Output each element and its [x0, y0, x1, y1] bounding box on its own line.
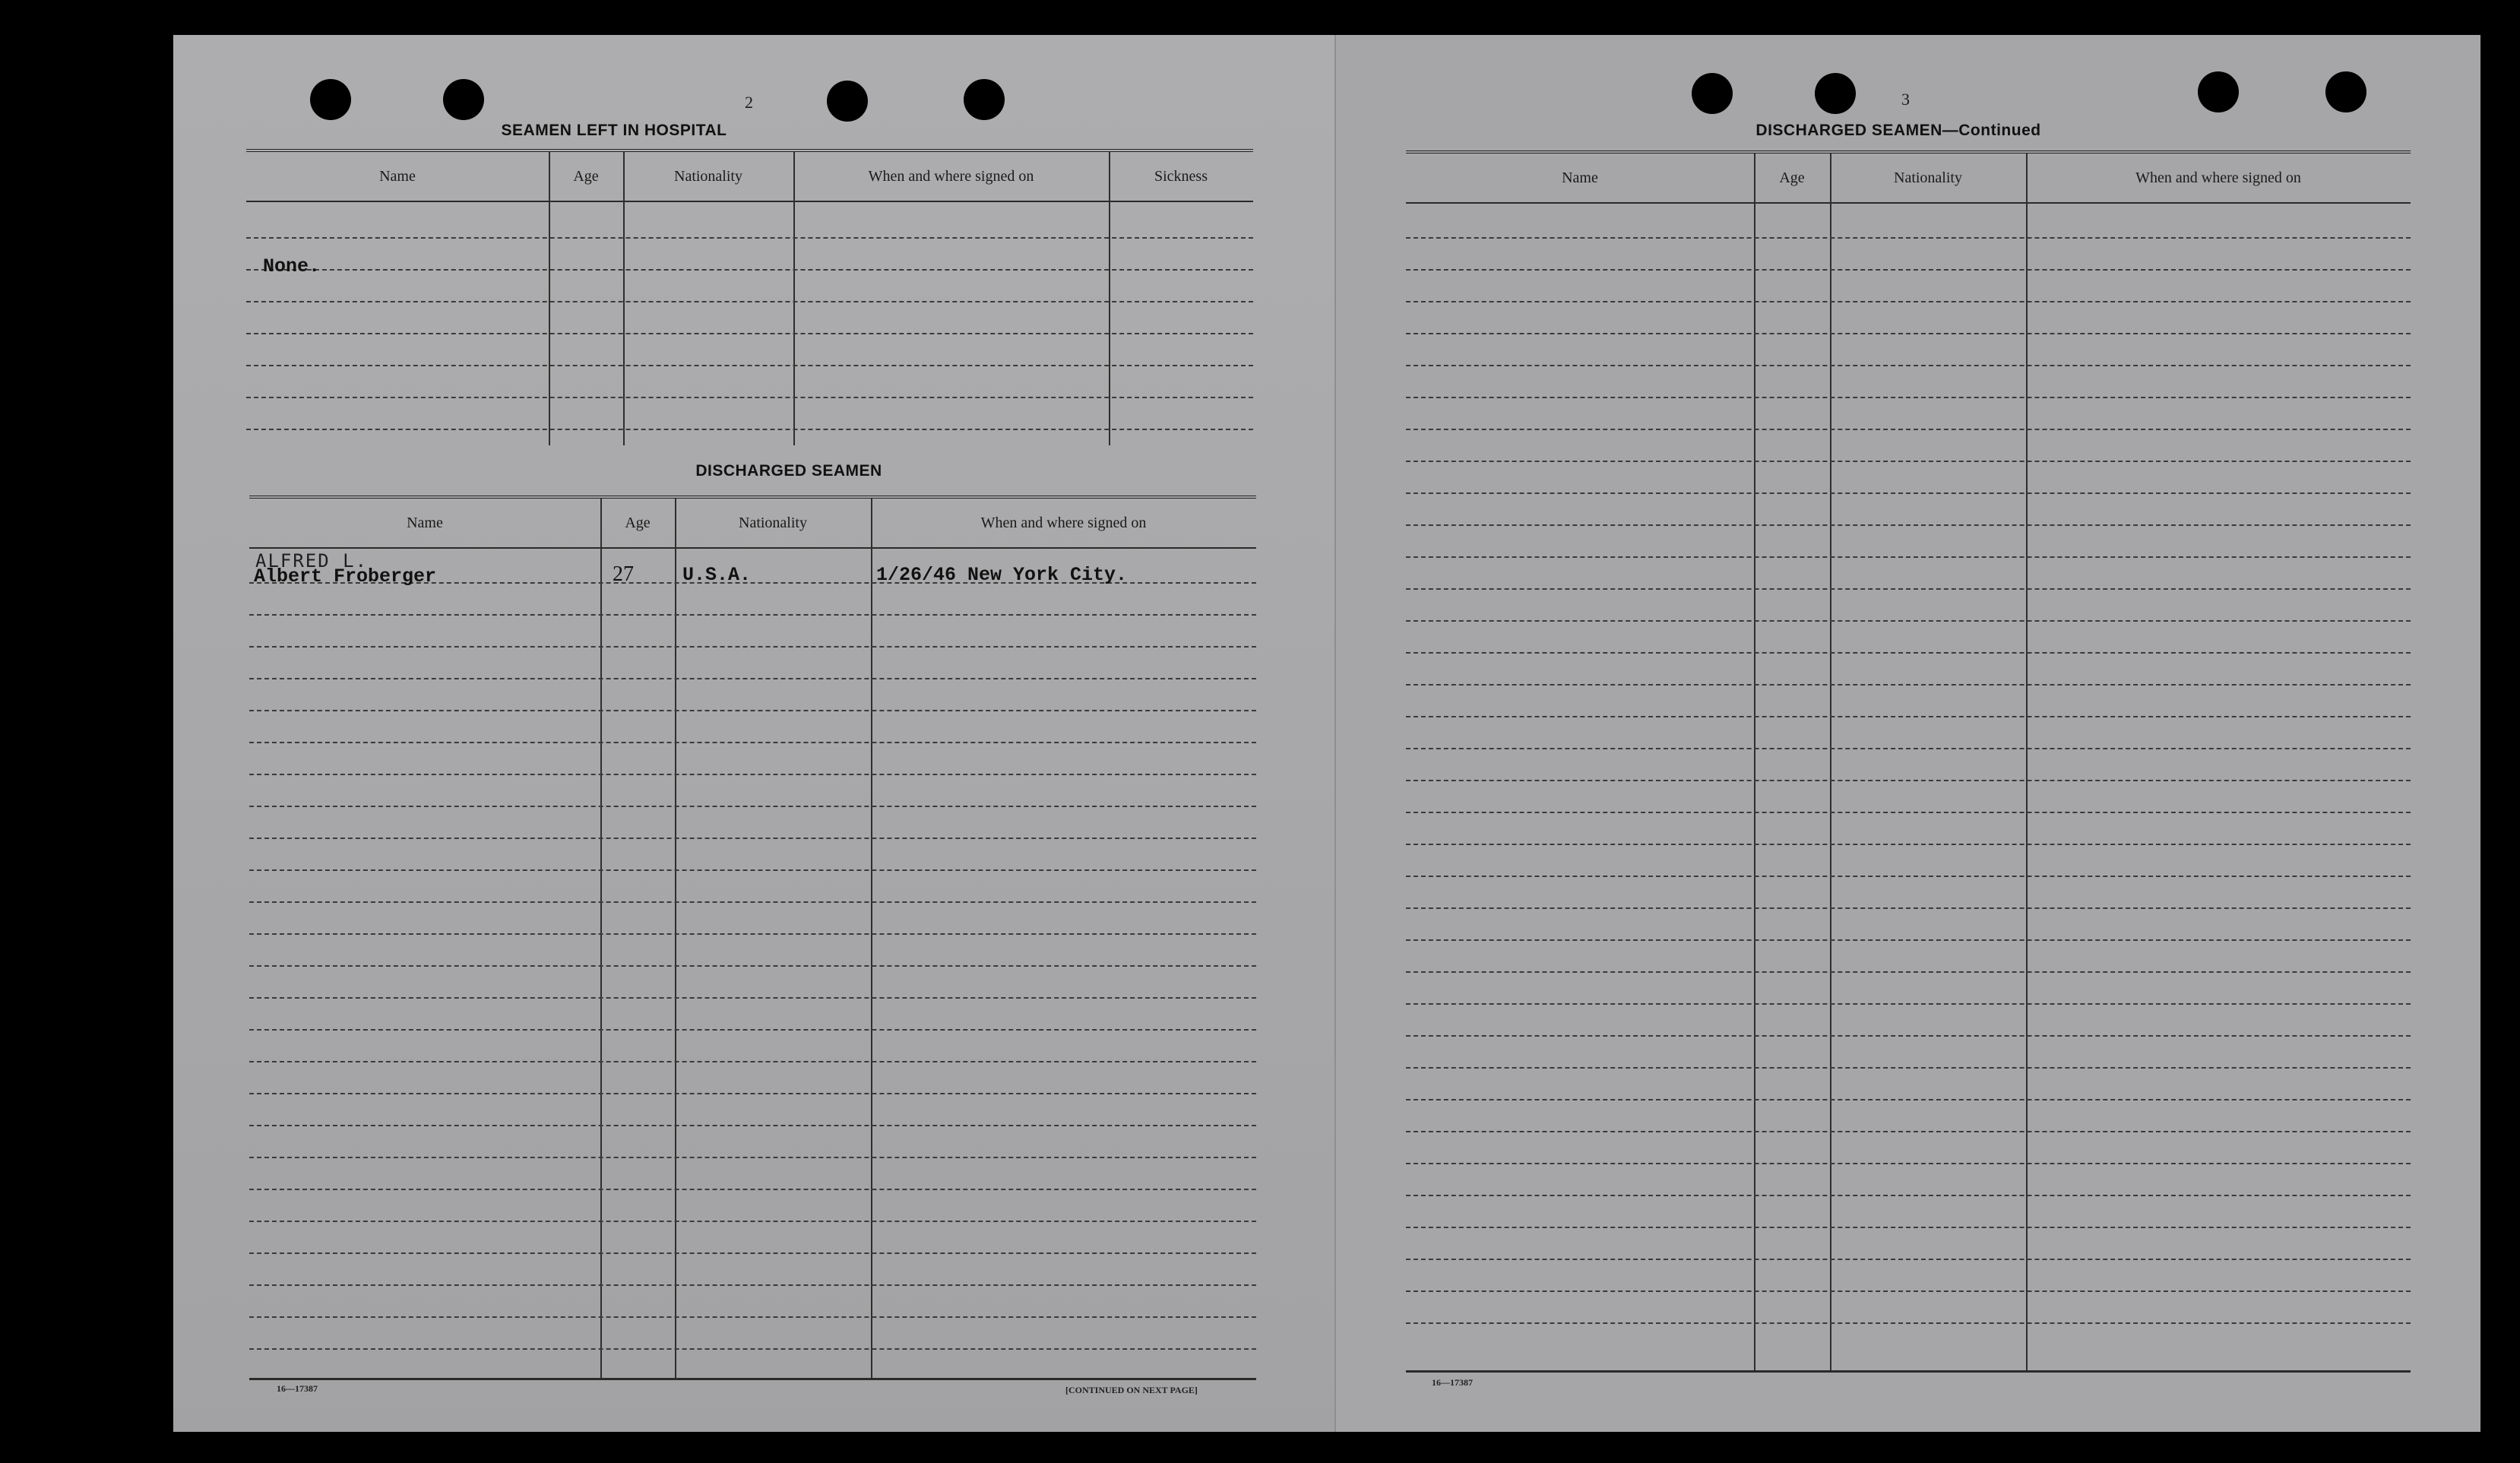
column-header-signed-on: When and where signed on [2135, 169, 2301, 186]
row-rule [1406, 365, 2411, 366]
hospital-section-title: SEAMEN LEFT IN HOSPITAL [501, 122, 727, 139]
row-rule [249, 997, 1256, 999]
header-rule [249, 547, 1256, 549]
column-header-age: Age [1779, 169, 1805, 186]
row-rule [1406, 1035, 2411, 1037]
hospital-table [246, 149, 1253, 445]
row-rule [1406, 429, 2411, 430]
row-rule [1406, 492, 2411, 494]
column-header-nationality: Nationality [1894, 169, 1962, 186]
row-rule [1406, 939, 2411, 941]
row-rule [1406, 907, 2411, 909]
column-header-nationality: Nationality [739, 514, 807, 531]
punch-hole [1692, 73, 1733, 114]
row-rule [249, 1125, 1256, 1126]
column-divider [793, 152, 795, 445]
row-rule [249, 1029, 1256, 1031]
punch-hole [443, 79, 484, 120]
row-rule [1406, 876, 2411, 877]
column-header-name: Name [1562, 169, 1598, 186]
discharged-continued-table [1406, 150, 2411, 1373]
table-bottom-rule [249, 1378, 1256, 1380]
row-rule [249, 1221, 1256, 1222]
hospital-none-entry: None. [263, 255, 321, 277]
row-rule [1406, 1003, 2411, 1005]
discharged-continued-title: DISCHARGED SEAMEN—Continued [1755, 122, 2041, 139]
name-correction-handwritten: ALFRED L. [255, 550, 369, 572]
column-divider [623, 152, 625, 445]
column-header-nationality: Nationality [674, 167, 742, 185]
row-rule [249, 806, 1256, 807]
row-rule [249, 646, 1256, 648]
punch-hole [310, 79, 351, 120]
column-header-name: Name [379, 167, 416, 185]
column-divider [871, 499, 872, 1380]
row-rule [1406, 524, 2411, 526]
row-rule [249, 774, 1256, 775]
row-rule [1406, 461, 2411, 462]
column-header-signed-on: When and where signed on [980, 514, 1147, 531]
row-rule [249, 965, 1256, 967]
row-rule [1406, 237, 2411, 239]
row-rule [1406, 716, 2411, 717]
continued-note: [CONTINUED ON NEXT PAGE] [1065, 1385, 1198, 1395]
row-rule [1406, 1067, 2411, 1069]
column-header-age: Age [573, 167, 599, 185]
seaman-signed-on: 1/26/46 New York City. [876, 564, 1128, 586]
row-rule [249, 1252, 1256, 1254]
row-rule [1406, 971, 2411, 973]
row-rule [249, 742, 1256, 743]
row-rule [246, 333, 1253, 334]
column-divider [1830, 154, 1831, 1373]
discharged-table [249, 496, 1256, 1380]
right-page [1336, 35, 2480, 1432]
left-page [173, 35, 1336, 1432]
row-rule [1406, 1227, 2411, 1228]
punch-hole [2198, 71, 2239, 112]
row-rule [1406, 1290, 2411, 1292]
row-rule [1406, 652, 2411, 654]
column-divider [600, 499, 602, 1380]
seaman-age: 27 [613, 562, 634, 586]
row-rule [249, 933, 1256, 935]
punch-hole [827, 81, 868, 122]
punch-hole [964, 79, 1005, 120]
row-rule [1406, 588, 2411, 590]
row-rule [1406, 1259, 2411, 1260]
row-rule [246, 365, 1253, 366]
row-rule [1406, 812, 2411, 813]
row-rule [249, 678, 1256, 679]
row-rule [1406, 780, 2411, 781]
row-rule [1406, 1163, 2411, 1164]
row-rule [249, 1061, 1256, 1062]
column-divider [1109, 152, 1110, 445]
discharged-section-title: DISCHARGED SEAMEN [695, 462, 882, 480]
row-rule [249, 1316, 1256, 1318]
row-rule [1406, 301, 2411, 302]
row-rule [249, 1189, 1256, 1190]
row-rule [249, 901, 1256, 903]
row-rule [249, 1284, 1256, 1286]
seaman-name: Albert Froberger [254, 565, 437, 587]
punch-hole [2325, 71, 2366, 112]
table-bottom-rule [1406, 1370, 2411, 1373]
row-rule [249, 710, 1256, 711]
row-rule [249, 1093, 1256, 1094]
column-divider [1754, 154, 1755, 1373]
column-header-signed-on: When and where signed on [868, 167, 1034, 185]
column-header-age: Age [625, 514, 651, 531]
form-number: 16—17387 [1432, 1377, 1473, 1388]
row-rule [249, 1157, 1256, 1158]
column-header-name: Name [407, 514, 443, 531]
header-rule [1406, 202, 2411, 204]
page-number: 2 [745, 93, 753, 112]
row-rule [249, 838, 1256, 839]
row-rule [1406, 748, 2411, 749]
row-rule [1406, 844, 2411, 845]
row-rule [1406, 556, 2411, 558]
row-rule [1406, 684, 2411, 686]
page-number: 3 [1901, 90, 1910, 109]
header-rule [246, 201, 1253, 202]
row-rule [246, 237, 1253, 239]
row-rule [246, 269, 1253, 271]
row-rule [249, 869, 1256, 871]
row-rule [249, 614, 1256, 616]
column-divider [2026, 154, 2028, 1373]
row-rule [1406, 269, 2411, 271]
row-rule [246, 397, 1253, 398]
row-rule [246, 301, 1253, 302]
row-rule [1406, 1131, 2411, 1132]
form-number: 16—17387 [277, 1383, 318, 1394]
row-rule [1406, 333, 2411, 334]
row-rule [1406, 620, 2411, 622]
row-rule [1406, 1322, 2411, 1324]
row-rule [249, 1348, 1256, 1350]
row-rule [1406, 1195, 2411, 1196]
column-divider [675, 499, 676, 1380]
punch-hole [1815, 73, 1856, 114]
column-divider [549, 152, 550, 445]
column-header-sickness: Sickness [1154, 167, 1208, 185]
row-rule [246, 429, 1253, 430]
row-rule [1406, 1099, 2411, 1100]
seaman-nationality: U.S.A. [682, 564, 752, 586]
row-rule [1406, 397, 2411, 398]
